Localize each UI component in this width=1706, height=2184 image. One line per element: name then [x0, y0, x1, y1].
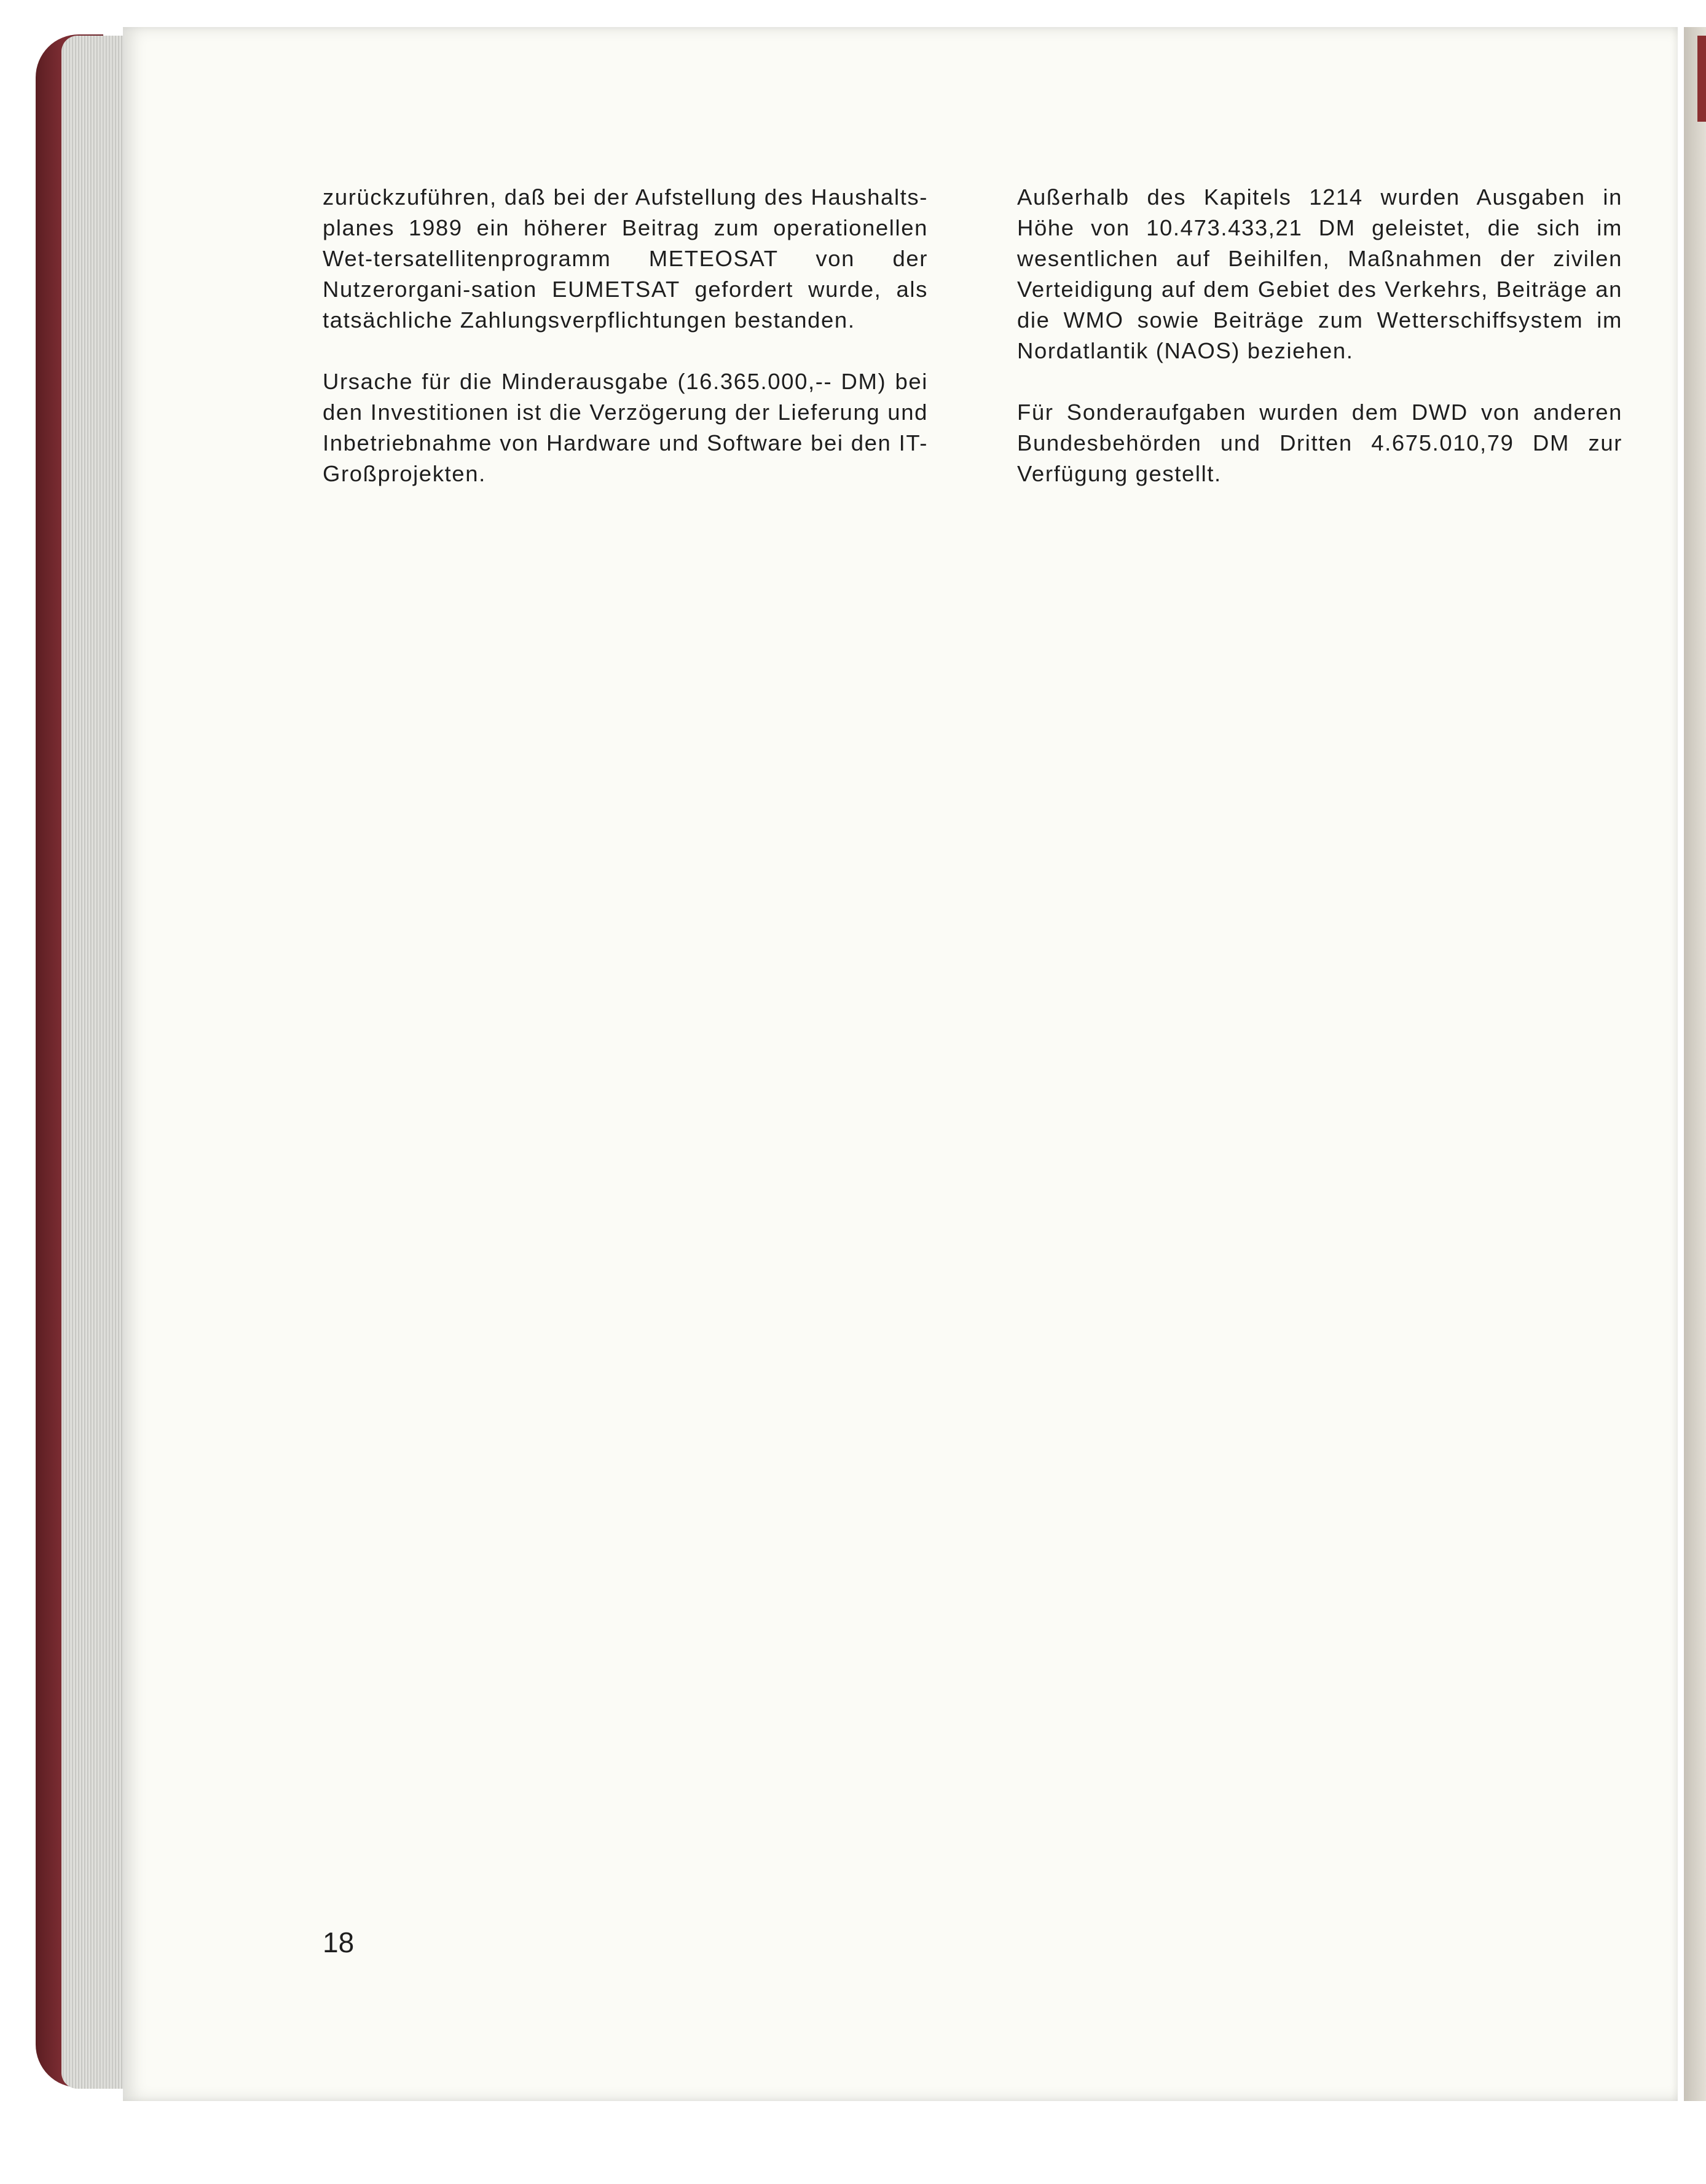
right-text-column	[1017, 182, 1622, 520]
page-number: 18	[323, 1926, 355, 1958]
paragraph-investment-shortfall: Ursache für die Minderausgabe (16.365.000,-- DM) bei den Investitionen ist die Verzögerung der Lieferung und Inbetriebnahme von Hardware und Software bei den IT-Großprojekten.	[323, 369, 928, 486]
paragraph-special-tasks-funding: Für Sonderaufgaben wurden dem DWD von anderen Bundesbehörden und Dritten 4.675.010,79 DM zur Verfügung gestellt.	[1017, 400, 1622, 486]
left-text-column	[323, 182, 928, 520]
paragraph-budget-reason: zurückzuführen, daß bei der Aufstellung des Haushalts-planes 1989 ein höherer Beitrag zum operationellen Wet-tersatellitenprogramm METEOSAT von der Nutzerorgani-sation EUMETSAT gefordert wurde, als tatsächliche Zahlungsverpflichtungen bestanden.	[323, 184, 928, 333]
paragraph-expenditure-outside-chapter: Außerhalb des Kapitels 1214 wurden Ausgaben in Höhe von 10.473.433,21 DM geleistet, die sich im wesentlichen auf Beihilfen, Maßnahmen der zivilen Verteidigung auf dem Gebiet des Verkehrs, Beiträge an die WMO sowie Beiträge zum Wetterschiffsystem im Nordatlantik (NAOS) beziehen.	[1017, 184, 1622, 363]
bookmark-ribbon	[1697, 36, 1706, 122]
book-gutter	[1684, 27, 1706, 2101]
